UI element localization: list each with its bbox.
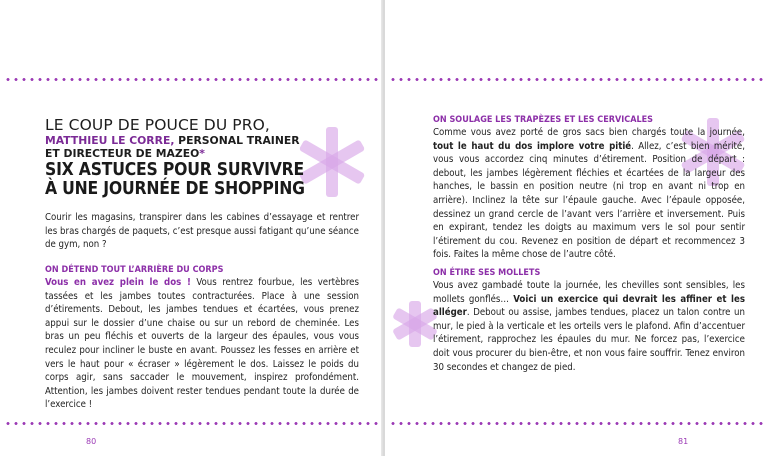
article-headline	[45, 161, 365, 199]
section-mollets-pre: Vous avez gambadé toute la journée, les chevilles sont sensibles, les mollets gonflés…	[433, 280, 745, 305]
section-mollets-post: . Debout ou assise, jambes tendues, placez un talon contre un mur, le pied à la verticale et les orteils vers le plafond. Afin d’accentuer l’étirement, rapprochez les épaules du mur. Ne forcez pas, l’exercice doit vous procurer du bien-être, et non vous faire souffrir. Tenez environ 30 secondes et changez de pied.	[433, 307, 745, 373]
author-role-1: PERSONAL TRAINER	[174, 134, 300, 147]
kicker-title: LE COUP DE POUCE DU PRO,	[45, 116, 270, 134]
asterisk-decoration-icon	[395, 278, 435, 324]
section-mollets-paragraph	[433, 279, 745, 374]
section-title-mollets: ON ÉTIRE SES MOLLETS	[433, 268, 541, 278]
section-back-lead: Vous en avez plein le dos !	[45, 277, 191, 288]
section-trapezes-post: . Allez, c’est bien mérité, vous vous accordez cinq minutes d’étirement. Position de départ : debout, les jambes légèrement fléchies et écartées de la largeur des hanches, le bassin en position neutre (ni trop en avant ni trop en arrière). Inclinez la tête sur l’épaule gauche. Avec l’épaule opposée, dessinez un grand cercle de l’avant vers l’arrière et inversement. Puis en expirant, tendez les doigts au maximum vers le sol pour sentir l’étirement du cou. Revenez en position de départ et recommencez 3 fois. Faites la même chose de l’autre côté.	[433, 140, 745, 261]
section-title-trapezes: ON SOULAGE LES TRAPÈZES ET LES CERVICALES	[433, 115, 653, 125]
bottom-dotted-rule	[4, 421, 378, 426]
author-role-2: ET DIRECTEUR DE MAZEO	[45, 147, 200, 160]
left-page	[0, 0, 383, 456]
page-number-right: 81	[678, 437, 689, 446]
headline-line-2: À UNE JOURNÉE DE SHOPPING	[45, 179, 305, 199]
right-page	[385, 0, 768, 456]
page-number-left: 80	[86, 437, 97, 446]
intro-paragraph: Courir les magasins, transpirer dans les cabines d’essayage et rentrer les bras chargés de paquets, c’est presque aussi fatigant qu’une séance de gym, non ?	[45, 212, 359, 251]
section-back-body: Vous rentrez fourbue, les vertèbres tassées et les jambes toutes contracturées. Place à une session d’étirements. Debout, les jambes tendues et écartées, vous prenez appui sur le dossier d’une chaise ou sur un rebord de cheminée. Les bras un peu fléchis et ouverts de la largeur des épaules, vous vous reculez pour incliner le buste en avant. Poussez les fesses en arrière et vers le haut pour « écraser » légèrement le dos. Laissez le poids du corps agir, sans saccader le mouvement, inspirez profondément. Attention, les jambes doivent rester tendues pendant toute la durée de l’exercice !	[45, 277, 359, 411]
section-mollets-bold: Voici un exercice qui devrait les affiner et les alléger	[433, 293, 745, 319]
section-trapezes-bold: tout le haut du dos implore votre pitié	[433, 140, 632, 152]
author-byline	[45, 134, 345, 160]
top-dotted-rule	[4, 77, 378, 82]
section-trapezes-pre: Comme vous avez porté de gros sacs bien chargés toute la journée,	[433, 127, 745, 138]
author-asterisk: *	[199, 147, 205, 160]
headline-line-1: SIX ASTUCES POUR SURVIVRE	[45, 160, 304, 180]
bottom-dotted-rule-right	[389, 421, 765, 426]
author-name: MATTHIEU LE CORRE,	[45, 134, 175, 147]
top-dotted-rule-right	[389, 77, 765, 82]
section-title-back: ON DÉTEND TOUT L’ARRIÈRE DU CORPS	[45, 265, 224, 275]
section-back-paragraph	[45, 276, 359, 412]
section-trapezes-paragraph	[433, 126, 745, 262]
